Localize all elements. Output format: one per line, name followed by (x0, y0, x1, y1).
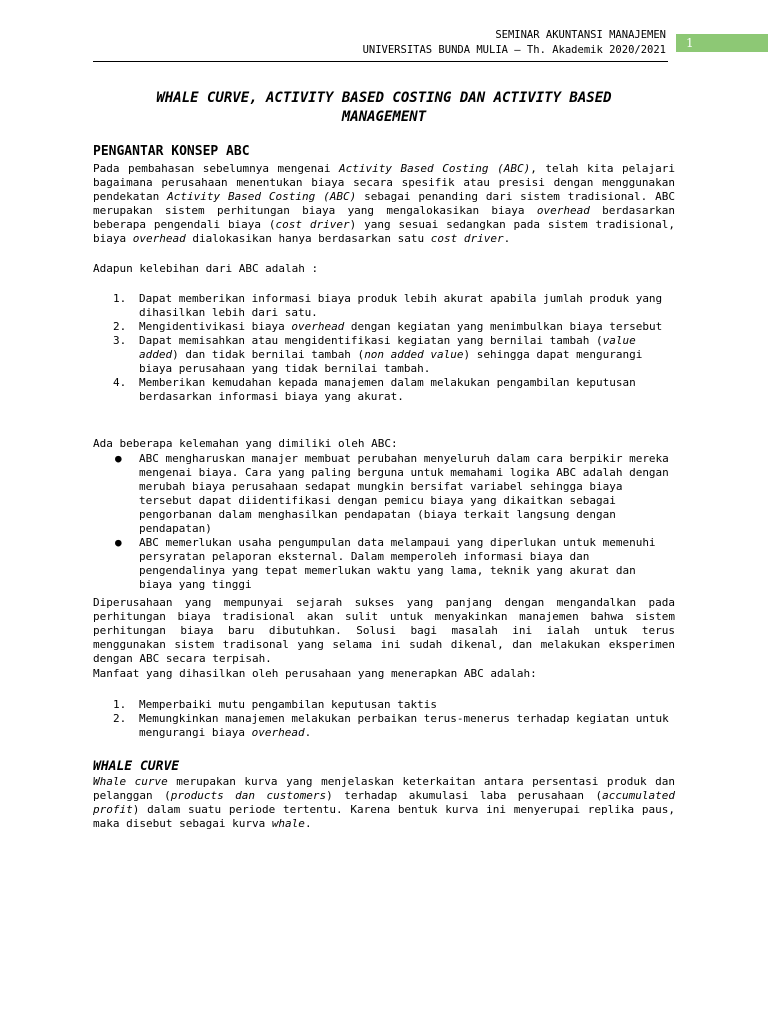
list-item-text: Mengidentivikasi biaya overhead dengan kegiatan yang menimbulkan biaya tersebut (139, 320, 663, 333)
list-item (113, 452, 675, 536)
list-item-text: Memberikan kemudahan kepada manajemen dalam melakukan pengambilan keputusan berdasarkan informasi biaya yang akurat. (139, 376, 636, 403)
advantages-list (113, 292, 675, 404)
title-line: WHALE CURVE, ACTIVITY BASED COSTING DAN ACTIVITY BASED (156, 90, 612, 106)
weakness-lead: Ada beberapa kelemahan yang dimiliki oleh ABC: (93, 437, 398, 450)
list-number: 2. (113, 320, 127, 333)
section-heading-abc: PENGANTAR KONSEP ABC (93, 144, 250, 159)
benefits-list (113, 698, 675, 740)
weaknesses-list (113, 452, 675, 592)
list-item (113, 292, 675, 320)
document-title (93, 89, 675, 127)
list-item (113, 536, 675, 592)
list-number: 1. (113, 698, 127, 711)
abc-intro-paragraph: Pada pembahasan sebelumnya mengenai Activity Based Costing (ABC), telah kita pelajari bagaimana perusahaan menentukan biaya secara spesifik atau presisi dengan menggunakan pendekatan Activity Based Costing (ABC) sebagai penanding dari sistem tradisional. ABC merupakan sistem perhitungan biaya yang mengalokasikan biaya overhead berdasarkan beberapa pengendali biaya (cost driver) yang sesuai sedangkan pada sistem tradisional, biaya overhead dialokasikan hanya berdasarkan satu cost driver. (93, 162, 675, 245)
header-course: SEMINAR AKUNTANSI MANAJEMEN (495, 29, 666, 41)
page-number-badge: 1 (676, 34, 768, 52)
benefits-lead: Manfaat yang dihasilkan oleh perusahaan yang menerapkan ABC adalah: (93, 667, 537, 680)
list-item-text: ABC memerlukan usaha pengumpulan data melampaui yang diperlukan untuk memenuhi persyratan pelaporan eksternal. Dalam memperoleh informasi biaya dan pengendalinya yang tepat memerlukan waktu yang lama, teknik yang akurat dan biaya yang tinggi (139, 536, 656, 591)
title-line: MANAGEMENT (341, 109, 427, 125)
history-paragraph: Diperusahaan yang mempunyai sejarah sukses yang panjang dengan mengandalkan pada perhitungan biaya tradisional akan sulit untuk menyakinkan manajemen bahwa sistem perhitungan biaya baru dibutuhkan. Solusi bagi masalah ini ialah untuk terus menggunakan sistem tradisonal yang selama ini sudah dikenal, dan melakukan eksperimen dengan ABC secara terpisah. (93, 596, 675, 665)
bullet-icon: ● (115, 536, 122, 549)
list-number: 3. (113, 334, 127, 347)
list-number: 1. (113, 292, 127, 305)
list-item (113, 334, 675, 376)
header-university: UNIVERSITAS BUNDA MULIA – Th. Akademik 2020/2021 (362, 44, 666, 56)
list-item (113, 712, 675, 740)
advantages-lead: Adapun kelebihan dari ABC adalah : (93, 262, 319, 275)
whale-paragraph: Whale curve merupakan kurva yang menjelaskan keterkaitan antara persentasi produk dan pelanggan (products dan customers) terhadap akumulasi laba perusahaan (accumulated profit) dalam suatu periode tertentu. Karena bentuk kurva ini menyerupai replika paus, maka disebut sebagai kurva whale. (93, 775, 675, 830)
list-item-text: Memperbaiki mutu pengambilan keputusan taktis (139, 698, 438, 711)
list-item-text: Dapat memberikan informasi biaya produk lebih akurat apabila jumlah produk yang dihasilkan lebih dari satu. (139, 292, 663, 319)
list-item-text: ABC mengharuskan manajer membuat perubahan menyeluruh dalam cara berpikir mereka mengenai biaya. Cara yang paling berguna untuk memahami logika ABC adalah dengan merubah biaya perusahaan sedapat mungkin bersifat variabel sehingga biaya tersebut dapat diidentifikasi dengan pemicu biaya yang dikaitkan sebagai pengorbanan dalam menghasilkan pendapatan (biaya terkait langsung dengan pendapatan) (139, 452, 669, 535)
list-item (113, 376, 675, 404)
list-item (113, 320, 675, 334)
list-item-text: Memungkinkan manajemen melakukan perbaikan terus-menerus terhadap kegiatan untuk mengurangi biaya overhead. (139, 712, 669, 739)
list-item (113, 698, 675, 712)
list-item-text: Dapat memisahkan atau mengidentifikasi kegiatan yang bernilai tambah (value added) dan tidak bernilai tambah (non added value) sehingga dapat mengurangi biaya perusahaan yang tidak bernilai tambah. (139, 334, 643, 375)
list-number: 4. (113, 376, 127, 389)
list-number: 2. (113, 712, 127, 725)
bullet-icon: ● (115, 452, 122, 465)
header-divider (93, 61, 668, 62)
section-heading-whale: WHALE CURVE (93, 759, 180, 774)
